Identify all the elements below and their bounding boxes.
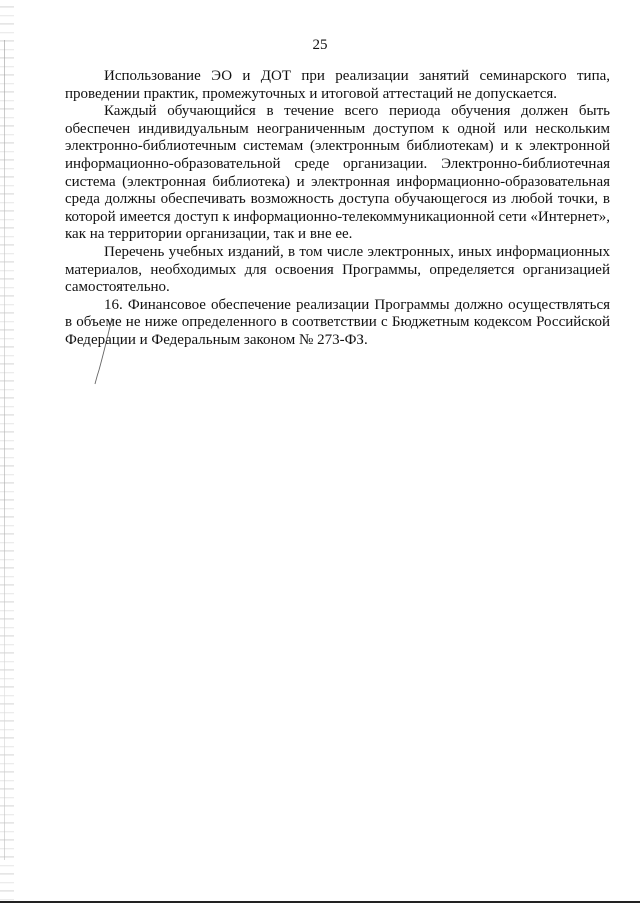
- paragraph-eo-dot: Использование ЭО и ДОТ при реализации занятий семинарского типа, проведении практик, промежуточных и итоговой аттестаций не допускается.: [65, 68, 610, 102]
- scan-left-edge: [0, 0, 14, 903]
- page-number: 25: [312, 37, 328, 53]
- scan-left-edge-line: [4, 40, 5, 860]
- paragraph-library-access: Каждый обучающийся в течение всего периода обучения должен быть обеспечен индивидуальным неограниченным доступом к одной или нескольким электронно-библиотечным системам (электронным библиотекам) и к электронной информационно-образовательной среде организации. Электронно-библиотечная система (электронная библиотека) и электронная информационно-образовательная среда должны обеспечивать возможность доступа обучающегося из любой точки, в которой имеется доступ к информационно-телекоммуникационной сети «Интернет», как на территории организации, так и вне ее.: [65, 103, 610, 243]
- document-body: [65, 68, 610, 350]
- paragraph-financing: 16. Финансовое обеспечение реализации Программы должно осуществляться в объеме не ниже определенного в соответствии с Бюджетным кодексом Российской Федерации и Федеральным законом № 273-ФЗ.: [65, 296, 610, 348]
- paragraph-educational-materials: Перечень учебных изданий, в том числе электронных, иных информационных материалов, необходимых для освоения Программы, определяется организацией самостоятельно.: [65, 243, 610, 296]
